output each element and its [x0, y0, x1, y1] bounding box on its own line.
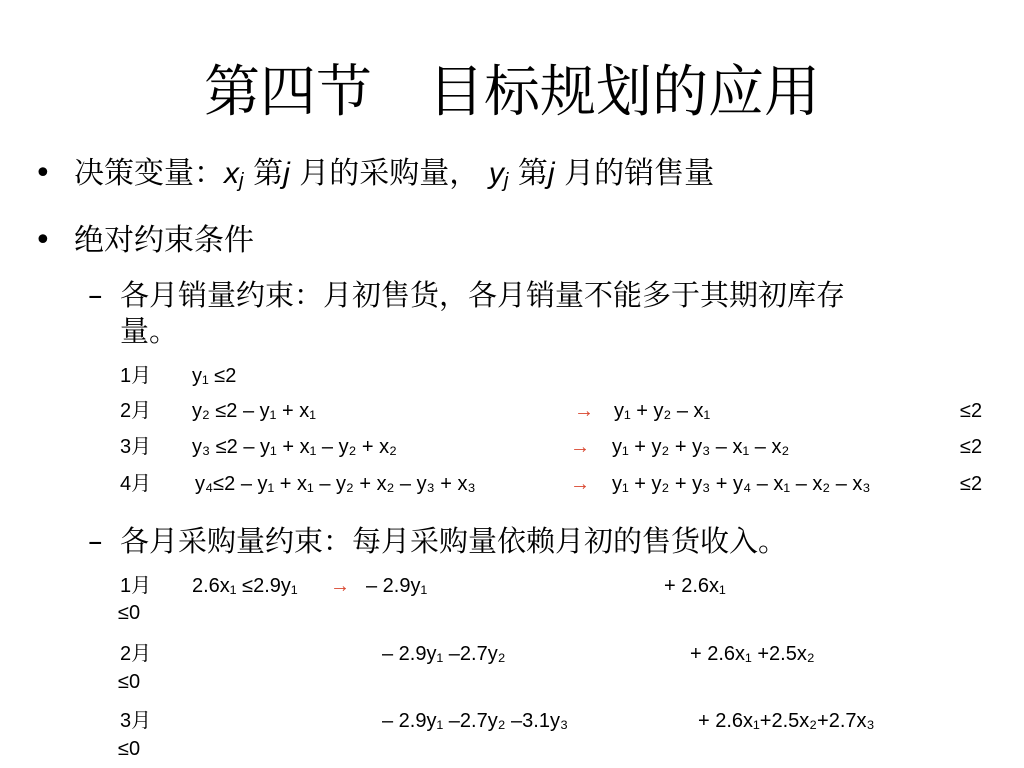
purchase-row-1-rhs: + 2.6x₁: [664, 575, 726, 597]
dash-marker: –: [88, 524, 103, 558]
sales-constraint-line1: 各月销量约束：月初售货，各月销量不能多于其期初库存: [120, 278, 846, 312]
sales-row-4-month: 4月: [120, 473, 152, 495]
sub-bullet-purchase-constraint: [88, 522, 787, 560]
decision-variables-label: 决策变量：: [74, 156, 224, 191]
bullet-marker: •: [34, 156, 52, 191]
right-arrow-icon: →: [330, 575, 350, 597]
slide-title: 第四节 目标规划的应用: [204, 60, 820, 125]
sales-row-3-lhs: y₃ ≤2 – y₁ + x₁ – y₂ + x₂: [192, 436, 397, 458]
right-arrow-icon: →: [574, 400, 594, 422]
sales-row-3-month: 3月: [120, 436, 152, 458]
y-subscript: j: [503, 170, 509, 192]
purchase-row-1-month: 1月: [120, 575, 152, 597]
purchase-row-3-bound: ≤0: [118, 738, 141, 760]
y-month-index: j: [547, 157, 555, 190]
sales-row-1-lhs: y₁ ≤2: [192, 365, 237, 387]
bullet-absolute-constraints: [34, 221, 254, 261]
sales-row-4-rhs: y₁ + y₂ + y₃ + y₄ – x₁ – x₂ – x₃: [612, 473, 871, 495]
sales-row-4-lhs: y₄≤2 – y₁ + x₁ – y₂ + x₂ – y₃ + x₃: [195, 473, 476, 495]
purchase-row-1-bound: ≤0: [118, 602, 141, 624]
sales-row-2-month: 2月: [120, 400, 152, 422]
purchase-row-2-rhs: + 2.6x₁ +2.5x₂: [690, 643, 815, 665]
sales-constraint-line2: 量。: [120, 314, 179, 348]
purchase-row-2-bound: ≤0: [118, 671, 141, 693]
purchase-row-2-mid: – 2.9y₁ –2.7y₂: [382, 643, 506, 665]
bullet-marker: •: [34, 223, 52, 258]
y-variable: y: [488, 157, 504, 190]
y-desc-a: 第: [508, 156, 548, 191]
dash-marker: –: [88, 278, 103, 312]
y-desc-b: 月的销售量: [554, 156, 715, 191]
absolute-constraints-label: 绝对约束条件: [74, 223, 254, 258]
sales-row-2-lhs: y₂ ≤2 – y₁ + x₁: [192, 400, 316, 422]
x-variable: x: [224, 157, 239, 190]
sales-row-4-bound: ≤2: [960, 473, 983, 495]
purchase-row-3-month: 3月: [120, 710, 152, 732]
purchase-row-1-lhs: 2.6x₁ ≤2.9y₁: [192, 575, 298, 597]
sub-bullet-sales-constraint: [88, 276, 845, 314]
sales-row-3-bound: ≤2: [960, 436, 983, 458]
purchase-row-3-mid: – 2.9y₁ –2.7y₂ –3.1y₃: [382, 710, 569, 732]
purchase-row-1-mid: – 2.9y₁: [366, 575, 428, 597]
x-desc-b: 月的采购量，: [289, 156, 489, 191]
purchase-row-3-rhs: + 2.6x₁+2.5x₂+2.7x₃: [698, 710, 875, 732]
purchase-constraint-text: 各月采购量约束：每月采购量依赖月初的售货收入。: [120, 524, 788, 558]
sales-row-3-rhs: y₁ + y₂ + y₃ – x₁ – x₂: [612, 436, 790, 458]
sales-row-1-month: 1月: [120, 365, 152, 387]
x-subscript: j: [239, 170, 244, 192]
sales-row-2-rhs: y₁ + y₂ – x₁: [614, 400, 711, 422]
right-arrow-icon: →: [570, 473, 590, 495]
bullet-decision-variables: [34, 154, 714, 194]
right-arrow-icon: →: [570, 436, 590, 458]
sales-row-2-bound: ≤2: [960, 400, 983, 422]
x-month-index: j: [283, 157, 290, 190]
purchase-row-2-month: 2月: [120, 643, 152, 665]
x-desc-a: 第: [243, 156, 284, 191]
